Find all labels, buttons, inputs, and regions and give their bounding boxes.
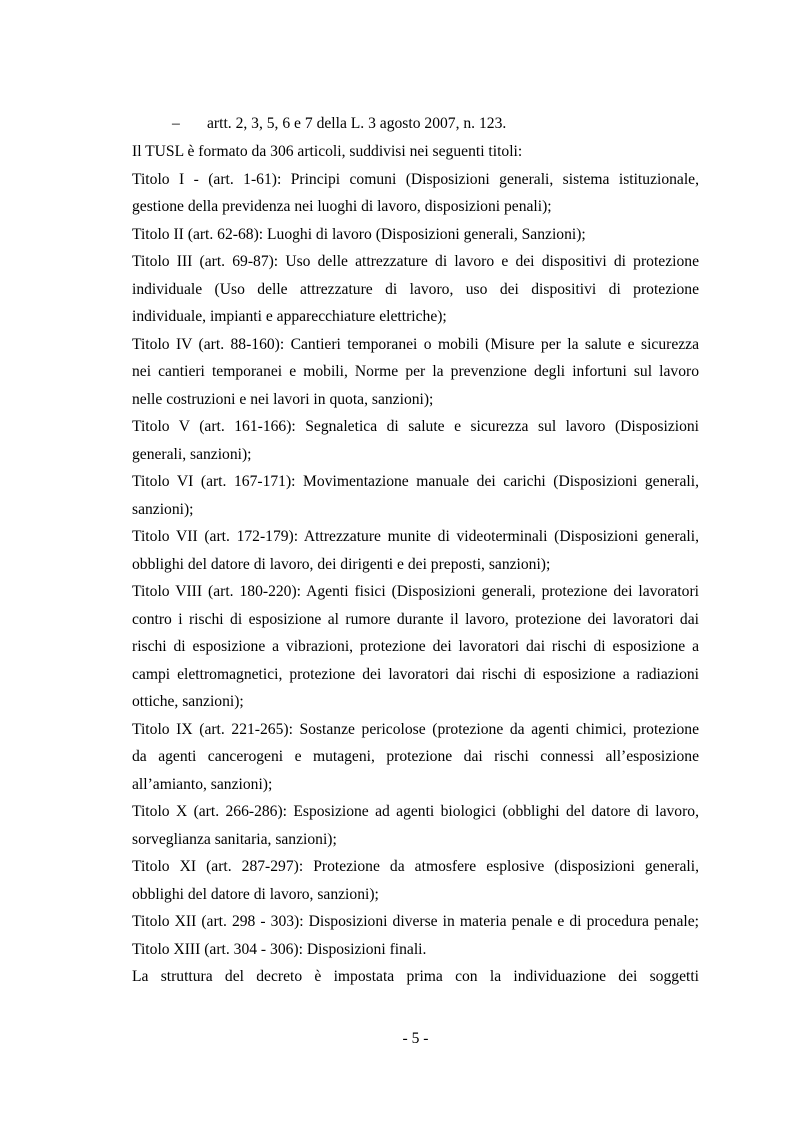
title-11-line-2: obblighi del datore di lavoro, sanzioni);	[132, 886, 379, 903]
title-5-line-1: Titolo V (art. 161-166): Segnaletica di salute e sicurezza sul lavoro (Disposizioni	[132, 418, 699, 435]
title-6-line-1: Titolo VI (art. 167-171): Movimentazione manuale dei carichi (Disposizioni generali,	[132, 473, 699, 490]
title-4-line-1: Titolo IV (art. 88-160): Cantieri temporanei o mobili (Misure per la salute e sicurezza	[132, 336, 699, 353]
list-bullet: –	[172, 115, 180, 132]
title-12-line: Titolo XII (art. 298 - 303): Disposizioni diverse in materia penale e di procedura penale;	[132, 913, 699, 930]
title-4-line-2: nei cantieri temporanei e mobili, Norme per la prevenzione degli infortuni sul lavoro	[132, 363, 699, 380]
title-8-line-2: contro i rischi di esposizione al rumore durante il lavoro, protezione dei lavoratori dai	[132, 611, 699, 628]
title-10-line-2: sorveglianza sanitaria, sanzioni);	[132, 831, 337, 848]
title-9-line-2: da agenti cancerogeni e mutageni, protezione dai rischi connessi all’esposizione	[132, 748, 699, 765]
title-5-line-2: generali, sanzioni);	[132, 446, 252, 463]
page-number: - 5 -	[402, 1030, 429, 1047]
title-8-line-1: Titolo VIII (art. 180-220): Agenti fisici (Disposizioni generali, protezione dei lavoratori	[132, 583, 699, 600]
title-1-line-2: gestione della previdenza nei luoghi di lavoro, disposizioni penali);	[132, 198, 552, 215]
title-1-line-1: Titolo I - (art. 1-61): Principi comuni (Disposizioni generali, sistema istituzionale,	[132, 171, 699, 188]
title-11-line-1: Titolo XI (art. 287-297): Protezione da atmosfere esplosive (disposizioni generali,	[132, 858, 699, 875]
title-3-line-2: individuale (Uso delle attrezzature di lavoro, uso dei dispositivi di protezione	[132, 281, 699, 298]
title-8-line-4: campi elettromagnetici, protezione dei lavoratori dai rischi di esposizione a radiazioni	[132, 666, 699, 683]
title-8-line-3: rischi di esposizione a vibrazioni, protezione dei lavoratori dai rischi di esposizione a	[132, 638, 699, 655]
title-4-line-3: nelle costruzioni e nei lavori in quota, sanzioni);	[132, 391, 434, 408]
title-7-line-1: Titolo VII (art. 172-179): Attrezzature munite di videoterminali (Disposizioni generali,	[132, 528, 699, 545]
title-2-line: Titolo II (art. 62-68): Luoghi di lavoro (Disposizioni generali, Sanzioni);	[132, 226, 586, 243]
title-6-line-2: sanzioni);	[132, 501, 194, 518]
title-3-line-1: Titolo III (art. 69-87): Uso delle attrezzature di lavoro e dei dispositivi di protezione	[132, 253, 699, 270]
closing-paragraph-line: La struttura del decreto è impostata prima con la individuazione dei soggetti	[132, 968, 699, 985]
title-3-line-3: individuale, impianti e apparecchiature elettriche);	[132, 308, 447, 325]
title-9-line-1: Titolo IX (art. 221-265): Sostanze pericolose (protezione da agenti chimici, protezione	[132, 721, 699, 738]
title-9-line-3: all’amianto, sanzioni);	[132, 776, 273, 793]
title-13-line: Titolo XIII (art. 304 - 306): Disposizioni finali.	[132, 941, 427, 958]
title-7-line-2: obblighi del datore di lavoro, dei dirigenti e dei preposti, sanzioni);	[132, 556, 551, 573]
list-item-text: artt. 2, 3, 5, 6 e 7 della L. 3 agosto 2007, n. 123.	[207, 115, 507, 132]
title-8-line-5: ottiche, sanzioni);	[132, 693, 244, 710]
title-10-line-1: Titolo X (art. 266-286): Esposizione ad agenti biologici (obblighi del datore di lavoro,	[132, 803, 699, 820]
paragraph-intro: Il TUSL è formato da 306 articoli, suddivisi nei seguenti titoli:	[132, 143, 523, 160]
